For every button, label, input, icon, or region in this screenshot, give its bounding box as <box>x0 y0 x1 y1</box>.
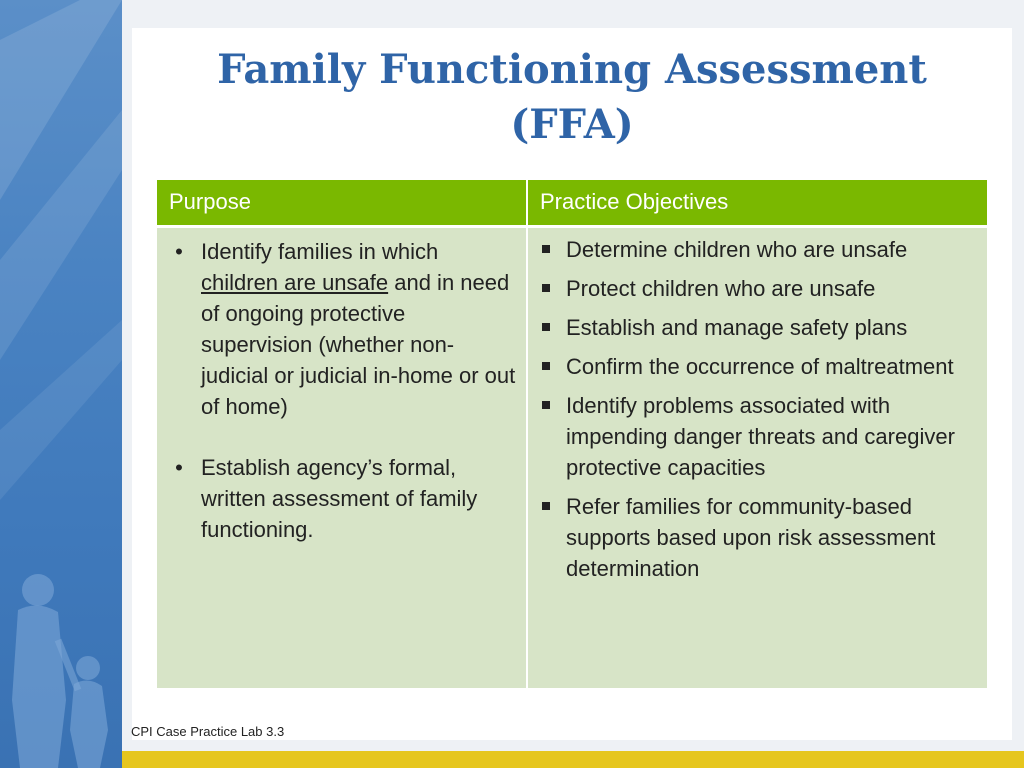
table-body-row <box>157 226 987 688</box>
purpose-header: Purpose <box>157 180 527 226</box>
purpose-item-1-text-end: and in need of ongoing protective supervision (whether non-judicial or judicial in-home or out of home) <box>201 269 516 419</box>
objective-item <box>540 491 977 584</box>
purpose-item <box>169 452 516 545</box>
objective-text: Confirm the occurrence of maltreatment <box>566 353 954 379</box>
square-bullet-icon <box>542 362 550 370</box>
objective-item <box>540 351 977 382</box>
square-bullet-icon <box>542 284 550 292</box>
title-line-2: (FFA) <box>510 101 634 148</box>
square-bullet-icon <box>542 245 550 253</box>
square-bullet-icon <box>542 401 550 409</box>
objective-text: Determine children who are unsafe <box>566 236 908 262</box>
slide-footer: CPI Case Practice Lab 3.3 <box>131 724 285 739</box>
family-silhouette-graphic <box>0 0 122 768</box>
purpose-item-2-text: Establish agency’s formal, written assessment of family functioning. <box>201 454 478 542</box>
bullet-icon: • <box>175 238 183 264</box>
square-bullet-icon <box>542 502 550 510</box>
purpose-cell <box>157 226 527 688</box>
square-bullet-icon <box>542 323 550 331</box>
objective-text: Establish and manage safety plans <box>566 314 908 340</box>
purpose-item-1-text-start: Identify families in which <box>201 238 439 264</box>
objective-text: Protect children who are unsafe <box>566 275 876 301</box>
objective-item <box>540 273 977 304</box>
ffa-table <box>157 180 987 688</box>
objectives-cell <box>527 226 987 688</box>
purpose-item-1-underlined: children are unsafe <box>201 269 389 295</box>
title-line-1: Family Functioning Assessment <box>217 46 927 93</box>
objective-item <box>540 234 977 265</box>
purpose-item <box>169 236 516 422</box>
objectives-list <box>528 228 987 584</box>
objective-text: Refer families for community-based supports based upon risk assessment determination <box>566 493 936 581</box>
bullet-icon: • <box>175 454 183 480</box>
purpose-list <box>157 228 526 545</box>
table-header-row <box>157 180 987 226</box>
decorative-side-band <box>0 0 122 768</box>
practice-objectives-header: Practice Objectives <box>527 180 987 226</box>
slide-title <box>132 42 1012 152</box>
decorative-bottom-band <box>122 751 1024 768</box>
objective-item <box>540 312 977 343</box>
objective-item <box>540 390 977 483</box>
objective-text: Identify problems associated with impending danger threats and caregiver protective capacities <box>566 392 955 480</box>
